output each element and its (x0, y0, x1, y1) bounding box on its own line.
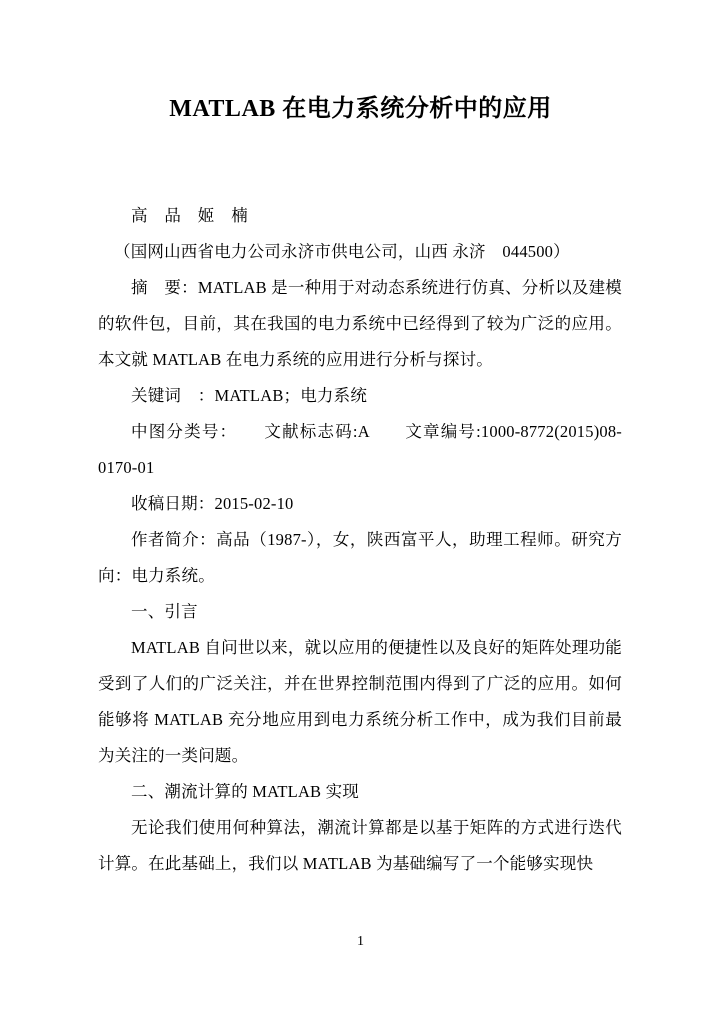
affiliation: （国网山西省电力公司永济市供电公司，山西 永济 044500） (114, 242, 570, 261)
page-title: MATLAB 在电力系统分析中的应用 (169, 96, 552, 122)
received-date: 收稿日期：2015-02-10 (131, 494, 294, 513)
keywords-line: 关键词 ：MATLAB；电力系统 (131, 386, 368, 405)
section-1-paragraph: MATLAB 自问世以来，就以应用的便捷性以及良好的矩阵处理功能受到了人们的广泛关注，并在世界控制范围内得到了广泛的应用。如何能够将 MATLAB 充分地应用到电力系统分析工作中，成为我们目前最为关注的一类问题。 (98, 638, 622, 765)
section-heading-2: 二、潮流计算的 MATLAB 实现 (131, 782, 359, 801)
document-body (98, 198, 622, 882)
author-bio: 作者简介：高品（1987-），女，陕西富平人，助理工程师。研究方向：电力系统。 (98, 530, 622, 585)
classification-line: 中图分类号： 文献标志码:A 文章编号:1000-8772(2015)08-0170-01 (98, 422, 622, 477)
section-2-paragraph: 无论我们使用何种算法，潮流计算都是以基于矩阵的方式进行迭代计算。在此基础上，我们以 MATLAB 为基础编写了一个能够实现快 (98, 818, 622, 873)
author-list: 高 品 姬 楠 (131, 206, 248, 225)
abstract-paragraph: 摘 要：MATLAB 是一种用于对动态系统进行仿真、分析以及建模的软件包，目前，其在我国的电力系统中已经得到了较为广泛的应用。本文就 MATLAB 在电力系统的应用进行分析与探讨。 (98, 278, 622, 369)
section-heading-1: 一、引言 (131, 602, 198, 621)
page-number: 1 (357, 934, 364, 949)
